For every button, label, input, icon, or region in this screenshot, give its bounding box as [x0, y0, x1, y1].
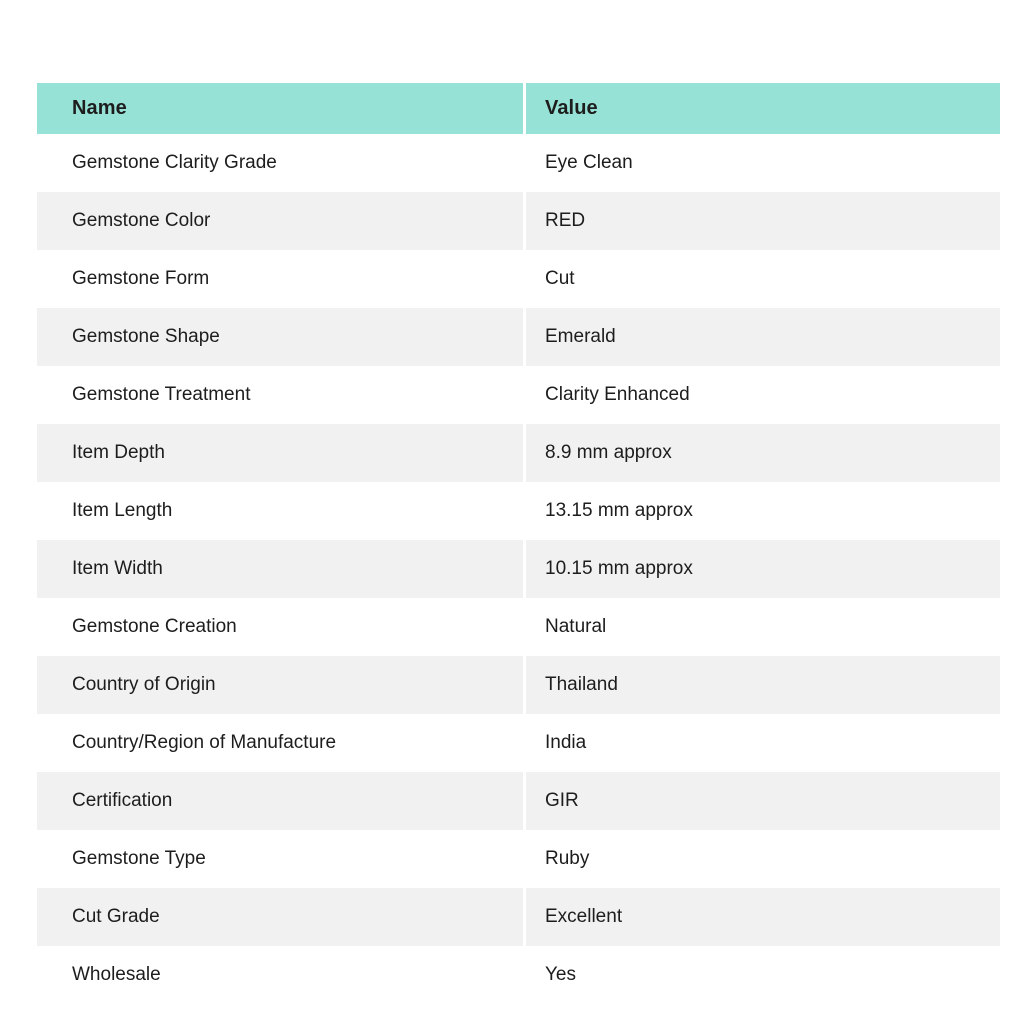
row-value-label: Natural	[545, 616, 607, 637]
row-name-label: Item Depth	[72, 442, 165, 463]
table-row	[37, 656, 1000, 714]
table-header-row	[37, 83, 1000, 134]
row-name-label: Country/Region of Manufacture	[72, 732, 337, 753]
row-name-label: Gemstone Clarity Grade	[72, 152, 277, 173]
row-value-cell	[526, 482, 1000, 540]
row-name-label: Country of Origin	[72, 674, 216, 695]
row-name-cell	[37, 482, 523, 540]
table-row	[37, 830, 1000, 888]
row-name-label: Gemstone Creation	[72, 616, 237, 637]
table-row	[37, 308, 1000, 366]
row-value-label: Clarity Enhanced	[545, 384, 690, 405]
row-value-label: Thailand	[545, 674, 618, 695]
row-value-cell	[526, 656, 1000, 714]
row-name-label: Wholesale	[72, 964, 161, 985]
row-value-label: 13.15 mm approx	[545, 500, 693, 521]
table-row	[37, 772, 1000, 830]
row-value-label: 8.9 mm approx	[545, 442, 672, 463]
row-name-label: Gemstone Form	[72, 268, 210, 289]
row-value-cell	[526, 192, 1000, 250]
table-row	[37, 482, 1000, 540]
header-cell-name	[37, 83, 523, 134]
row-name-cell	[37, 830, 523, 888]
row-value-cell	[526, 366, 1000, 424]
table-row	[37, 424, 1000, 482]
row-value-label: Ruby	[545, 848, 590, 869]
row-name-cell	[37, 250, 523, 308]
row-value-cell	[526, 424, 1000, 482]
row-name-cell	[37, 714, 523, 772]
row-value-label: Excellent	[545, 906, 623, 927]
row-value-cell	[526, 250, 1000, 308]
row-value-label: GIR	[545, 790, 579, 811]
row-name-label: Item Width	[72, 558, 163, 579]
table-row	[37, 134, 1000, 192]
row-value-cell	[526, 888, 1000, 946]
table-row	[37, 598, 1000, 656]
row-name-cell	[37, 888, 523, 946]
row-value-cell	[526, 946, 1000, 1004]
row-value-cell	[526, 598, 1000, 656]
row-name-cell	[37, 656, 523, 714]
row-name-cell	[37, 366, 523, 424]
table-row	[37, 366, 1000, 424]
row-value-cell	[526, 540, 1000, 598]
row-value-label: India	[545, 732, 587, 753]
table-row	[37, 946, 1000, 1004]
row-name-cell	[37, 308, 523, 366]
row-name-cell	[37, 192, 523, 250]
row-value-cell	[526, 714, 1000, 772]
row-value-cell	[526, 134, 1000, 192]
table-row	[37, 540, 1000, 598]
table-row	[37, 714, 1000, 772]
row-name-cell	[37, 134, 523, 192]
row-name-label: Cut Grade	[72, 906, 160, 927]
row-name-label: Gemstone Type	[72, 848, 206, 869]
row-value-label: Emerald	[545, 326, 616, 347]
table-row	[37, 250, 1000, 308]
row-name-cell	[37, 772, 523, 830]
row-value-cell	[526, 308, 1000, 366]
row-value-label: 10.15 mm approx	[545, 558, 693, 579]
row-value-cell	[526, 772, 1000, 830]
row-value-label: Eye Clean	[545, 152, 633, 173]
row-name-label: Gemstone Color	[72, 210, 211, 231]
row-name-label: Gemstone Treatment	[72, 384, 251, 405]
row-name-cell	[37, 540, 523, 598]
header-label-value: Value	[545, 97, 598, 119]
row-name-cell	[37, 424, 523, 482]
row-name-label: Gemstone Shape	[72, 326, 220, 347]
row-name-label: Item Length	[72, 500, 173, 521]
row-value-label: Cut	[545, 268, 575, 289]
spec-table	[37, 83, 1000, 1004]
row-value-label: Yes	[545, 964, 576, 985]
row-name-cell	[37, 946, 523, 1004]
table-row	[37, 888, 1000, 946]
table-row	[37, 192, 1000, 250]
header-cell-value	[526, 83, 1000, 134]
row-value-cell	[526, 830, 1000, 888]
table-body	[37, 134, 1000, 1004]
row-name-label: Certification	[72, 790, 173, 811]
header-label-name: Name	[72, 97, 127, 119]
row-name-cell	[37, 598, 523, 656]
row-value-label: RED	[545, 210, 586, 231]
